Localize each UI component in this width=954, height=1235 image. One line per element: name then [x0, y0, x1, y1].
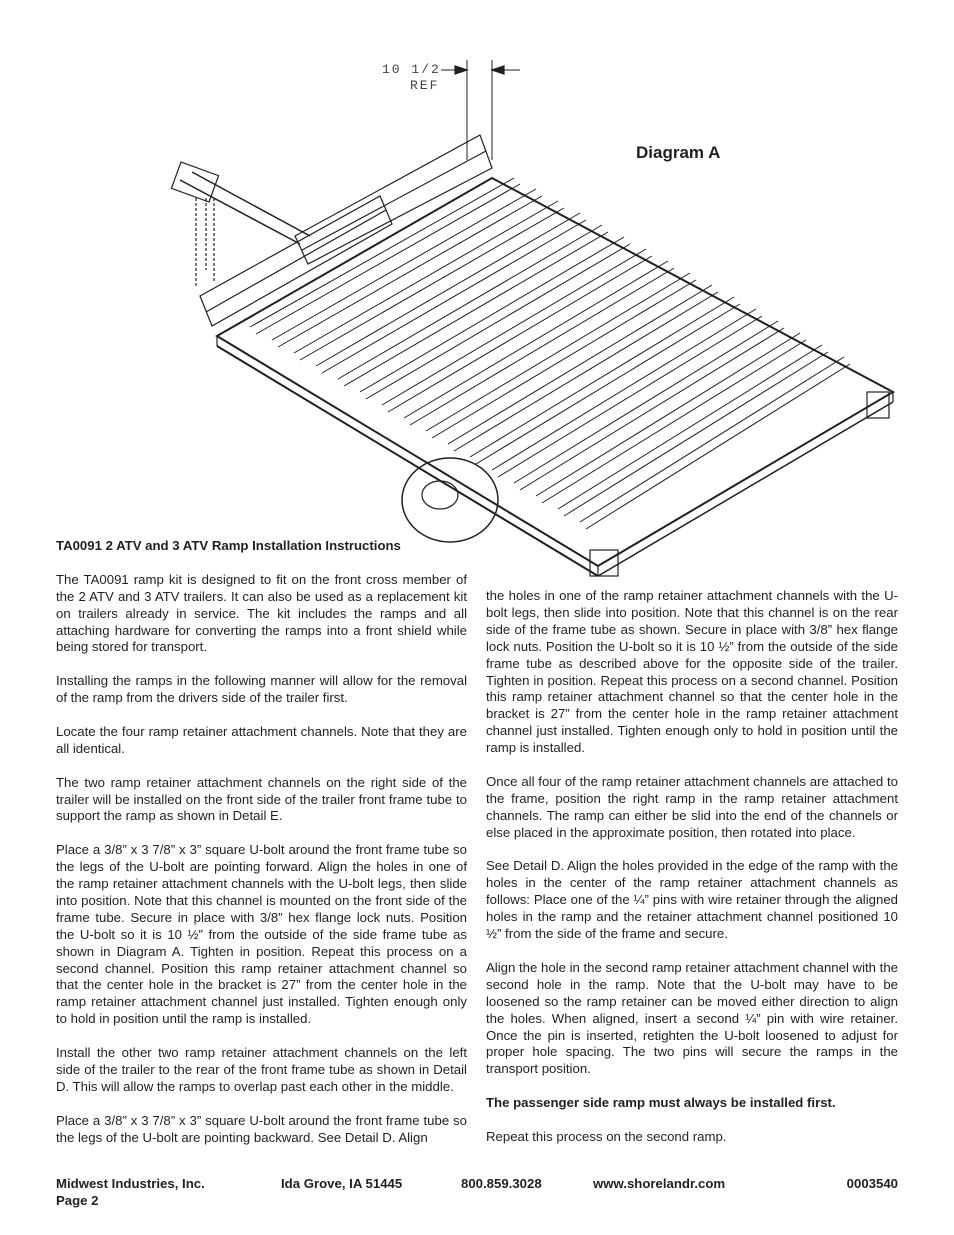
paragraph: Once all four of the ramp retainer attachment channels are attached to the frame, position the right ramp in the ramp retainer attachment channels. The ramp can either be slid into the end of the channels or else placed in the approximate position, then rotated into place.	[486, 773, 898, 840]
paragraph: The TA0091 ramp kit is designed to fit on the front cross member of the 2 ATV and 3 ATV trailers. It can also be used as a replacement kit on trailers already in service. The kit includes the ramps and all attaching hardware for converting the ramps into a front shield while being stored for transport.	[56, 571, 467, 655]
instructions-heading: TA0091 2 ATV and 3 ATV Ramp Installation Instructions	[56, 538, 401, 553]
footer-doc-number: 0003540	[846, 1176, 898, 1191]
paragraph: Place a 3/8” x 3 7/8” x 3” square U-bolt around the front frame tube so the legs of the U-bolt are pointing backward. See Detail D. Align	[56, 1112, 467, 1145]
warning-note: The passenger side ramp must always be installed first.	[486, 1095, 836, 1111]
dimension-ref-label: REF	[410, 78, 440, 93]
paragraph: Install the other two ramp retainer attachment channels on the left side of the trailer to the rear of the front frame tube as shown in Detail D. This will allow the ramps to overlap past each other in the middle.	[56, 1045, 467, 1094]
paragraph: the holes in one of the ramp retainer attachment channels with the U-bolt legs, then slide into position. Note that this channel is on the rear side of the frame tube as shown. Secure in place with 3/8” hex flange lock nuts. Position the U-bolt so it is 10 ½” from the outside of the side frame tube as described above for the opposite side of the trailer. Tighten in position. Repeat this process on a second channel. Position this ramp retainer attachment channel so that the center hole in the bracket is 27” from the center hole in the ramp retainer attachment channel just installed. Tighten enough only to hold in position until the ramp is installed.	[486, 588, 898, 756]
paragraph: The two ramp retainer attachment channels on the right side of the trailer will be installed on the front side of the trailer front frame tube to support the ramp as shown in Detail E.	[56, 774, 467, 824]
paragraph: Installing the ramps in the following manner will allow for the removal of the ramp from the drivers side of the trailer first.	[56, 673, 467, 706]
dimension-label: 10 1/2	[382, 62, 441, 77]
diagram-title: Diagram A	[636, 143, 721, 162]
instructions-left-column	[56, 538, 467, 1163]
footer-company: Midwest Industries, Inc.	[56, 1176, 205, 1191]
paragraph: See Detail D. Align the holes provided in the edge of the ramp with the holes in the center of the ramp retainer attachment channels as follows: Place one of the ¼” pins with wire retainer through the aligned holes in the ramp and the retainer attachment channel positioned 10 ½” from the side of the frame and secure.	[486, 858, 898, 942]
footer-page-number: Page 2	[56, 1193, 99, 1208]
paragraph: Align the hole in the second ramp retainer attachment channel with the second hole in the ramp. Note that the U-bolt may have to be loosened so the ramp retainer can be moved either direction to align the holes. When aligned, insert a second ¼” pin with wire retainer. Once the pin is inserted, retighten the U-bolt loosened to adjust for proper hole spacing. The two pins will secure the ramps in the transport position.	[486, 959, 898, 1077]
footer-website: www.shorelandr.com	[593, 1176, 726, 1191]
final-instruction: Repeat this process on the second ramp.	[486, 1128, 727, 1144]
footer-phone: 800.859.3028	[461, 1176, 542, 1191]
paragraph: Locate the four ramp retainer attachment channels. Note that they are all identical.	[56, 723, 467, 756]
trailer-diagram	[0, 0, 954, 580]
paragraph: Place a 3/8” x 3 7/8” x 3” square U-bolt around the front frame tube so the legs of the U-bolt are pointing forward. Align the holes in one of the ramp retainer attachment channels with the U-bolt legs, then slide into position. Note that this channel is mounted on the front side of the frame tube. Secure in place with 3/8” hex flange lock nuts. Position the U-bolt so it is 10 ½” from the outside of the side frame tube as shown in Diagram A. Tighten in position. Repeat this process on a second channel. Position this ramp retainer attachment channel so that the center hole in the bracket is 27” from the center hole in the ramp retainer attachment channel just installed. Tighten enough only to hold in position until the ramp is installed.	[56, 842, 467, 1027]
instructions-right-column	[486, 588, 898, 1163]
footer-location: Ida Grove, IA 51445	[281, 1176, 403, 1191]
